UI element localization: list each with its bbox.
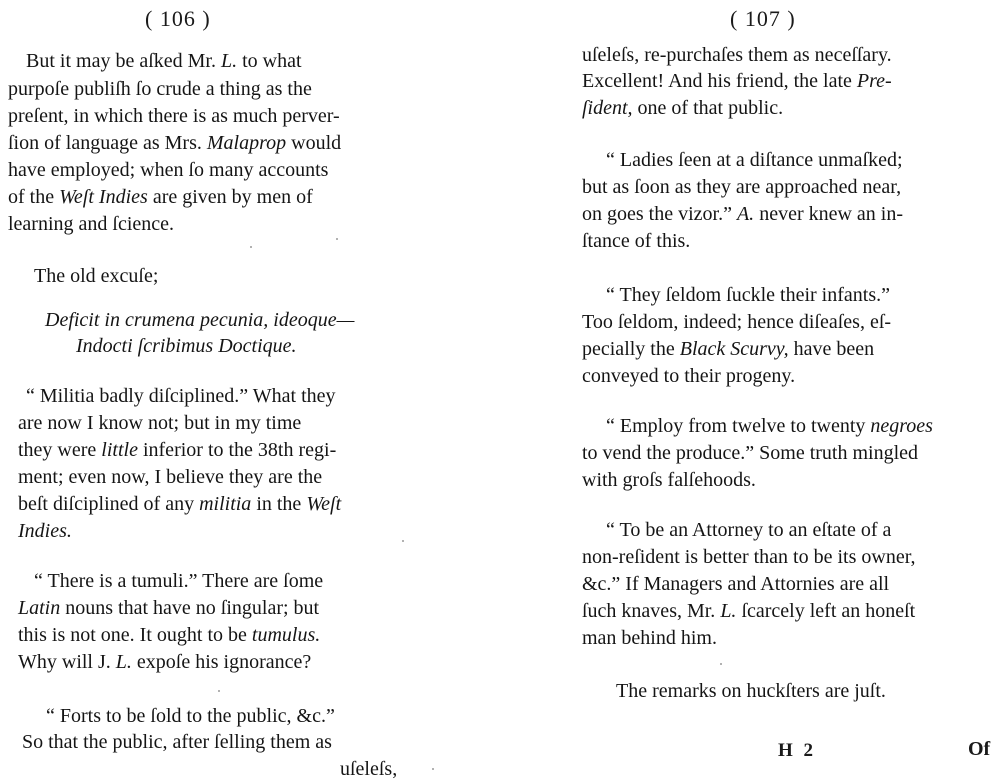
page-number: ( 107 ) xyxy=(730,6,796,31)
text-line: but as ſoon as they are approached near, xyxy=(582,176,902,198)
text-line: have employed; when ſo many accounts xyxy=(8,159,329,181)
text-line: &c.” If Managers and Attornies are all xyxy=(582,573,890,595)
catchword: Of xyxy=(968,738,991,760)
text-line: uſeleſs, xyxy=(340,758,398,780)
text-line: Latin nouns that have no ſingular; but xyxy=(18,597,320,619)
text-line: The old excuſe; xyxy=(34,265,159,287)
text-line: “ Forts to be ſold to the public, &c.” xyxy=(46,705,335,727)
text-line: of the Weſt Indies are given by men of xyxy=(8,186,313,208)
text-line: ſuch knaves, Mr. L. ſcarcely left an honeſt xyxy=(582,600,916,622)
text-line: with groſs falſehoods. xyxy=(582,469,756,491)
text-line: on goes the vizor.” A. never knew an in- xyxy=(582,203,904,225)
signature-mark: H 2 xyxy=(778,740,817,761)
text-line: So that the public, after ſelling them as xyxy=(22,731,332,753)
right-page xyxy=(500,0,1000,781)
text-line: Indies. xyxy=(18,520,72,542)
text-line: ſion of language as Mrs. Malaprop would xyxy=(8,132,342,154)
text-line: Indocti ſcribimus Doctique. xyxy=(76,335,297,357)
text-line: “ They ſeldom ſuckle their infants.” xyxy=(606,284,890,306)
text-line: “ Employ from twelve to twenty negroes xyxy=(606,415,933,437)
text-line: to vend the produce.” Some truth mingled xyxy=(582,442,919,464)
left-page xyxy=(0,0,500,781)
text-line: Excellent! And his friend, the late Pre- xyxy=(582,70,892,92)
text-line: preſent, in which there is as much perver- xyxy=(8,105,340,127)
text-line: are now I know not; but in my time xyxy=(18,412,302,434)
text-line: “ To be an Attorney to an eſtate of a xyxy=(606,519,892,541)
text-line: pecially the Black Scurvy, have been xyxy=(582,338,875,360)
text-line: beſt diſciplined of any militia in the Weſt xyxy=(18,493,342,515)
text-line: “ Militia badly diſciplined.” What they xyxy=(26,385,336,407)
text-line: “ There is a tumuli.” There are ſome xyxy=(34,570,324,592)
text-line: they were little inferior to the 38th regi- xyxy=(18,439,337,461)
text-line: “ Ladies ſeen at a diſtance unmaſked; xyxy=(606,149,903,171)
text-line: conveyed to their progeny. xyxy=(582,365,796,387)
text-line: man behind him. xyxy=(582,627,717,649)
text-line: purpoſe publiſh ſo crude a thing as the xyxy=(8,78,312,100)
text-line: Deficit in crumena pecunia, ideoque— xyxy=(45,309,355,331)
page-number: ( 106 ) xyxy=(145,6,211,31)
text-line: The remarks on huckſters are juſt. xyxy=(616,680,886,702)
text-line: But it may be aſked Mr. L. to what xyxy=(26,50,302,72)
text-line: Why will J. L. expoſe his ignorance? xyxy=(18,651,312,673)
text-line: ſident, one of that public. xyxy=(582,97,784,119)
text-line: Too ſeldom, indeed; hence diſeaſes, eſ- xyxy=(582,311,892,333)
text-line: learning and ſcience. xyxy=(8,213,175,235)
text-line: uſeleſs, re-purchaſes them as neceſſary. xyxy=(582,44,892,66)
text-line: this is not one. It ought to be tumulus. xyxy=(18,624,321,646)
text-line: ment; even now, I believe they are the xyxy=(18,466,323,488)
text-line: non-reſident is better than to be its owner, xyxy=(582,546,916,568)
text-line: ſtance of this. xyxy=(582,230,691,252)
